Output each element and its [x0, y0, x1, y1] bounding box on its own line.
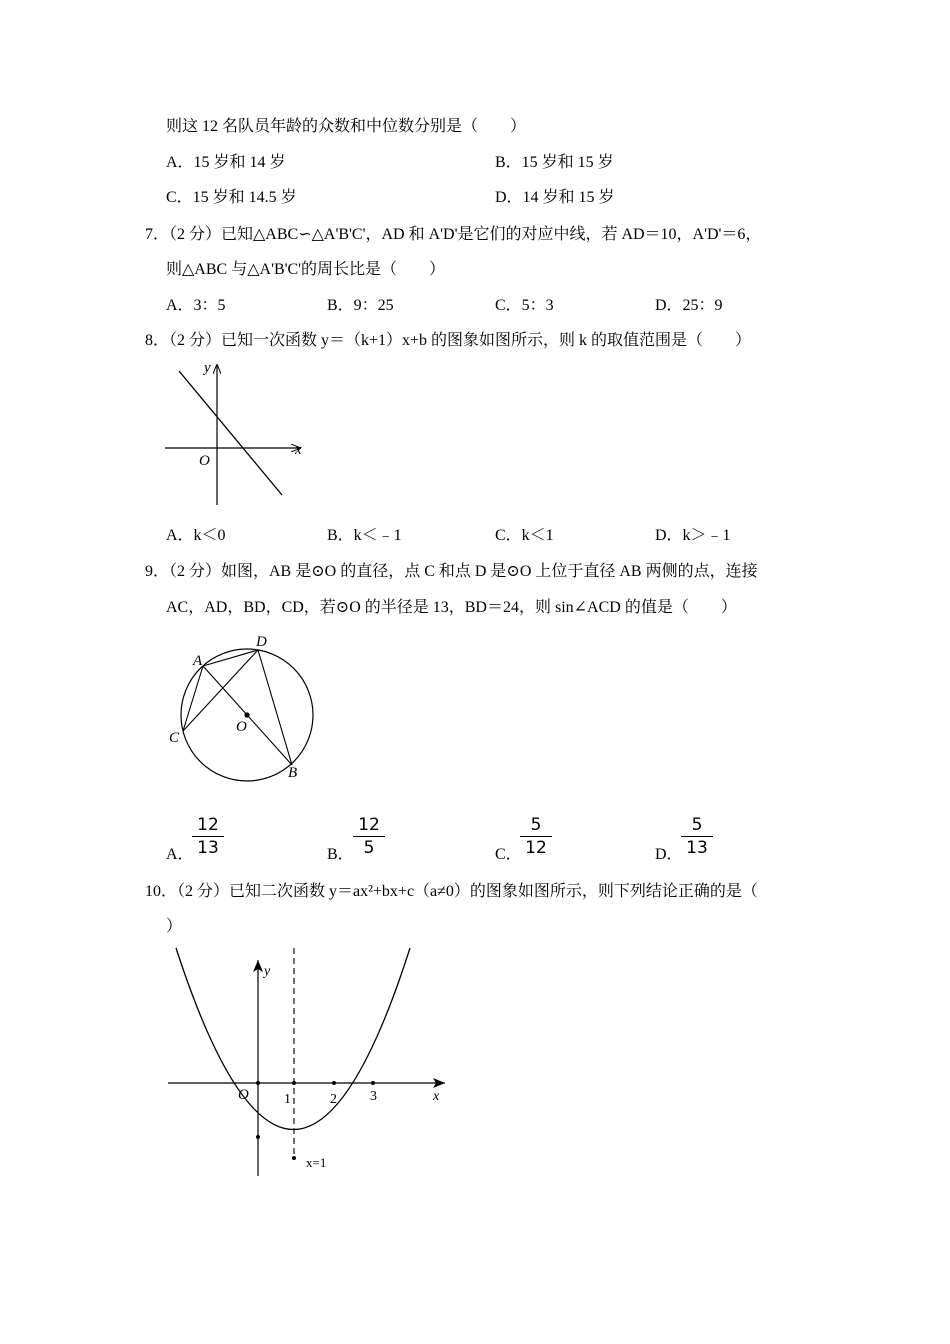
q8-option-a[interactable]: A．k＜0 [166, 527, 226, 544]
q9-option-d-numerator: 5 [691, 815, 703, 835]
q7-option-b[interactable]: B．9：25 [327, 297, 394, 314]
q10-y-label: y [264, 964, 271, 979]
q9-stem-line2: AC，AD，BD，CD，若⊙O 的半径是 13，BD＝24，则 sin∠ACD 的值是（ ） [166, 599, 737, 616]
q8-stem: 8．（2 分）已知一次函数 y＝（k+1）x+b 的图象如图所示，则 k 的取值范围是（ ） [145, 332, 752, 349]
q7-stem-line1: 7．（2 分）已知△ABC∽△A'B'C'，AD 和 A'D'是它们的对应中线，若 AD＝10，A'D'＝6， [145, 226, 762, 243]
q9-label-c: C [169, 730, 180, 746]
q10-tick-2 [332, 1081, 336, 1085]
q9-option-b-letter: B． [327, 846, 354, 863]
q9-option-c-denominator: 12 [525, 838, 547, 858]
q9-label-o: O [236, 719, 247, 735]
q9-option-b-denominator: 5 [363, 838, 375, 858]
q8-option-c[interactable]: C．k＜1 [495, 527, 554, 544]
q9-option-c-letter: C． [495, 846, 522, 863]
q8-function-line [179, 371, 282, 495]
q9-stem-line1: 9．（2 分）如图，AB 是⊙O 的直径，点 C 和点 D 是⊙O 上位于直径 AB 两侧的点，连接 [145, 563, 758, 580]
q8-option-b[interactable]: B．k＜﹣1 [327, 527, 402, 544]
q9-option-d-letter: D． [655, 846, 683, 863]
q7-option-c[interactable]: C．5：3 [495, 297, 554, 314]
q10-tick-label-2: 2 [330, 1092, 337, 1107]
q9-option-b-fraction [349, 815, 389, 858]
q9-circle-figure [160, 625, 330, 790]
q9-option-a-fraction [188, 815, 228, 858]
q10-origin-point [256, 1081, 260, 1085]
q10-y-intercept-point [256, 1135, 260, 1139]
q9-option-a-denominator: 13 [197, 838, 219, 858]
q9-label-d: D [256, 634, 267, 650]
q10-stem-line1: 10．（2 分）已知二次函数 y＝ax²+bx+c（a≠0）的图象如图所示，则下列结论正确的是（ [145, 883, 758, 900]
q9-segment-bd [258, 650, 292, 765]
q7-option-d[interactable]: D．25：9 [655, 297, 723, 314]
q10-tick-label-1: 1 [284, 1092, 291, 1107]
q9-option-c-fraction [516, 815, 556, 858]
q7-option-a[interactable]: A．3：5 [166, 297, 226, 314]
q9-option-d-fraction [677, 815, 717, 858]
q10-tick-label-3: 3 [370, 1089, 377, 1104]
q10-axis-equation-label: x=1 [306, 1155, 327, 1170]
q9-option-a-numerator: 12 [197, 815, 219, 835]
q8-linear-graph [160, 355, 310, 510]
q9-label-b: B [288, 765, 298, 781]
q10-stem-line2: ） [166, 918, 183, 935]
q6-option-a[interactable]: A．15 岁和 14 岁 [166, 154, 286, 171]
q9-option-c-numerator: 5 [530, 815, 542, 835]
q9-option-d-denominator: 13 [686, 838, 708, 858]
q10-vertex-point [292, 1156, 296, 1160]
q9-center-point [244, 712, 249, 717]
q9-option-a-letter: A． [166, 846, 194, 863]
q8-origin-label: O [199, 453, 210, 469]
q6-stem: 则这 12 名队员年龄的众数和中位数分别是（ ） [166, 118, 527, 135]
q9-label-a: A [193, 653, 203, 669]
q6-option-d[interactable]: D．14 岁和 15 岁 [495, 189, 615, 206]
q10-origin-label: O [238, 1087, 249, 1103]
q7-stem-line2: 则△ABC 与△A'B'C'的周长比是（ ） [166, 261, 446, 278]
q10-tick-3 [371, 1081, 375, 1085]
q9-option-b-numerator: 12 [358, 815, 380, 835]
q10-x-label: x [433, 1089, 440, 1104]
q9-segment-ad [203, 650, 258, 666]
q6-option-c[interactable]: C．15 岁和 14.5 岁 [166, 189, 297, 206]
q9-segment-ac [183, 666, 203, 731]
q8-y-label: y [204, 360, 211, 376]
q10-parabola-graph [160, 940, 460, 1185]
q8-option-d[interactable]: D．k＞﹣1 [655, 527, 731, 544]
q8-x-label: x [295, 442, 302, 458]
q6-option-b[interactable]: B．15 岁和 15 岁 [495, 154, 614, 171]
q10-tick-1 [292, 1081, 296, 1085]
